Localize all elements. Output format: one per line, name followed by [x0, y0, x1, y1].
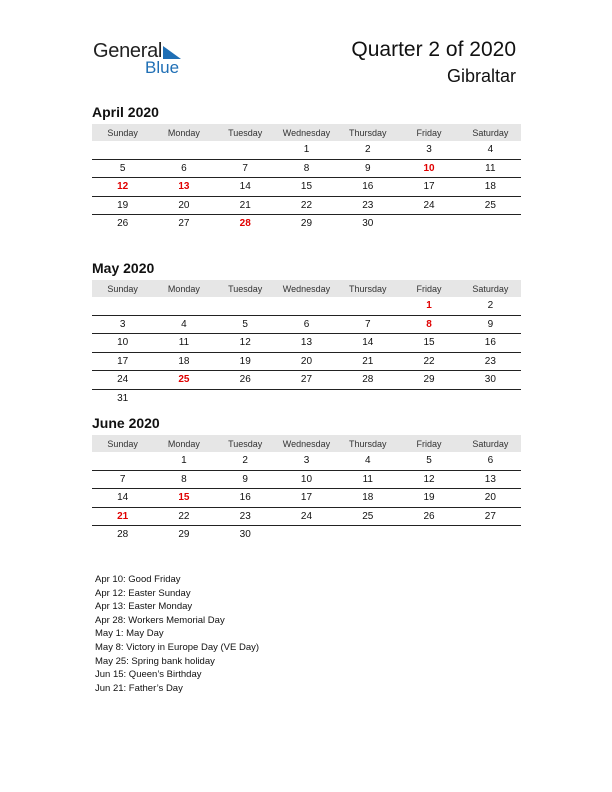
- holiday-list-item: Apr 13: Easter Monday: [95, 601, 193, 613]
- week-row: [92, 389, 521, 407]
- holiday-list-item: May 1: May Day: [95, 628, 164, 640]
- day-cell: [398, 526, 459, 544]
- day-cell: [337, 297, 398, 315]
- weekday-header: Tuesday: [215, 280, 276, 297]
- month-title: May 2020: [92, 260, 155, 276]
- day-cell: 10: [92, 334, 153, 353]
- weekday-header: Wednesday: [276, 435, 337, 452]
- day-cell: 13: [460, 470, 521, 489]
- day-cell: 20: [460, 489, 521, 508]
- week-row: [92, 196, 521, 215]
- weekday-header: Friday: [398, 435, 459, 452]
- day-cell: 12: [215, 334, 276, 353]
- day-cell: 5: [92, 159, 153, 178]
- month-calendar-may: [92, 258, 521, 407]
- day-cell: [276, 526, 337, 544]
- day-cell: 9: [215, 470, 276, 489]
- day-cell: 15: [276, 178, 337, 197]
- day-cell: 8: [276, 159, 337, 178]
- day-cell: 21: [92, 507, 153, 526]
- day-cell: 1: [276, 141, 337, 159]
- day-cell: [215, 141, 276, 159]
- week-row: [92, 215, 521, 233]
- day-cell: 22: [153, 507, 214, 526]
- day-cell: 7: [215, 159, 276, 178]
- day-cell: 15: [398, 334, 459, 353]
- day-cell: 31: [117, 392, 129, 404]
- week-row: [92, 371, 521, 390]
- day-cell: 27: [178, 218, 190, 230]
- weekday-header: Monday: [153, 124, 214, 141]
- day-cell: [153, 389, 214, 407]
- day-cell: 17: [276, 489, 337, 508]
- day-cell: [215, 389, 276, 407]
- week-row: [92, 470, 521, 489]
- day-cell: 16: [460, 334, 521, 353]
- month-title: April 2020: [92, 104, 159, 120]
- calendar-table: [92, 124, 521, 233]
- day-cell: 18: [337, 489, 398, 508]
- day-cell: 4: [153, 315, 214, 334]
- day-cell: 2: [337, 141, 398, 159]
- day-cell: 6: [276, 315, 337, 334]
- calendar-table: [92, 280, 521, 407]
- week-row: [92, 297, 521, 315]
- day-cell: 17: [92, 352, 153, 371]
- day-cell: [398, 215, 459, 233]
- weekday-header: Wednesday: [276, 124, 337, 141]
- day-cell: 11: [337, 470, 398, 489]
- day-cell: 30: [460, 371, 521, 390]
- day-cell: 18: [460, 178, 521, 197]
- month-title: June 2020: [92, 415, 160, 431]
- month-calendar-june: [92, 413, 521, 544]
- weekday-header-row: [92, 280, 521, 297]
- day-cell: 11: [153, 334, 214, 353]
- weekday-header: Saturday: [460, 280, 521, 297]
- day-cell: 19: [398, 489, 459, 508]
- holiday-list-item: Apr 28: Workers Memorial Day: [95, 614, 225, 626]
- day-cell: 3: [276, 452, 337, 470]
- day-cell: 8: [153, 470, 214, 489]
- day-cell: 16: [337, 178, 398, 197]
- weekday-header: Tuesday: [215, 124, 276, 141]
- day-cell: [337, 389, 398, 407]
- week-row: [92, 507, 521, 526]
- holiday-list-item: Jun 21: Father’s Day: [95, 682, 183, 694]
- day-cell: 2: [215, 452, 276, 470]
- day-cell: 28: [239, 218, 251, 230]
- day-cell: [276, 389, 337, 407]
- day-cell: 26: [117, 218, 129, 230]
- day-cell: 29: [178, 529, 190, 541]
- day-cell: 7: [92, 470, 153, 489]
- calendar-table: [92, 435, 521, 544]
- weekday-header: Sunday: [92, 124, 153, 141]
- day-cell: [398, 389, 459, 407]
- logo-text-blue: Blue: [145, 58, 180, 77]
- day-cell: 19: [92, 196, 153, 215]
- week-row: [92, 178, 521, 197]
- day-cell: 29: [300, 218, 313, 230]
- weekday-header: Saturday: [460, 124, 521, 141]
- day-cell: 18: [153, 352, 214, 371]
- week-row: [92, 334, 521, 353]
- day-cell: 23: [337, 196, 398, 215]
- day-cell: 30: [239, 529, 251, 541]
- weekday-header: Monday: [153, 280, 214, 297]
- day-cell: 22: [276, 196, 337, 215]
- day-cell: 1: [398, 297, 459, 315]
- day-cell: 2: [460, 297, 521, 315]
- day-cell: 12: [398, 470, 459, 489]
- day-cell: 13: [276, 334, 337, 353]
- weekday-header: Wednesday: [276, 280, 337, 297]
- holiday-list-item: Apr 12: Easter Sunday: [95, 587, 191, 599]
- page-title: Quarter 2 of 2020: [351, 38, 516, 61]
- day-cell: 20: [153, 196, 214, 215]
- week-row: [92, 141, 521, 159]
- weekday-header: Saturday: [460, 435, 521, 452]
- logo-text-general: General: [93, 40, 163, 62]
- day-cell: 15: [153, 489, 214, 508]
- day-cell: 25: [153, 371, 214, 390]
- day-cell: 22: [398, 352, 459, 371]
- day-cell: 28: [117, 529, 129, 541]
- day-cell: 17: [398, 178, 459, 197]
- weekday-header: Sunday: [92, 435, 153, 452]
- week-row: [92, 315, 521, 334]
- day-cell: 28: [337, 371, 398, 390]
- weekday-header: Friday: [398, 124, 459, 141]
- day-cell: 23: [460, 352, 521, 371]
- day-cell: [92, 452, 153, 470]
- day-cell: 20: [276, 352, 337, 371]
- weekday-header: Sunday: [92, 280, 153, 297]
- day-cell: 24: [92, 371, 153, 390]
- day-cell: 27: [276, 371, 337, 390]
- holiday-list: [95, 573, 259, 695]
- weekday-header-row: [92, 435, 521, 452]
- day-cell: 7: [337, 315, 398, 334]
- day-cell: 25: [337, 507, 398, 526]
- weekday-header-row: [92, 124, 521, 141]
- weekday-header: Thursday: [337, 124, 398, 141]
- week-row: [92, 452, 521, 470]
- holiday-list-item: Apr 10: Good Friday: [95, 574, 181, 585]
- day-cell: 24: [276, 507, 337, 526]
- week-row: [92, 489, 521, 508]
- day-cell: 6: [460, 452, 521, 470]
- day-cell: [153, 297, 214, 315]
- day-cell: 19: [215, 352, 276, 371]
- day-cell: 8: [398, 315, 459, 334]
- day-cell: 3: [398, 141, 459, 159]
- day-cell: [92, 141, 153, 159]
- weekday-header: Tuesday: [215, 435, 276, 452]
- weekday-header: Thursday: [337, 435, 398, 452]
- day-cell: [460, 389, 521, 407]
- day-cell: 11: [460, 159, 521, 178]
- logo: [93, 40, 193, 80]
- day-cell: 21: [337, 352, 398, 371]
- day-cell: 14: [337, 334, 398, 353]
- day-cell: [337, 526, 398, 544]
- weekday-header: Monday: [153, 435, 214, 452]
- holiday-list-item: May 25: Spring bank holiday: [95, 655, 215, 667]
- day-cell: [153, 141, 214, 159]
- day-cell: 1: [153, 452, 214, 470]
- day-cell: 6: [153, 159, 214, 178]
- day-cell: [460, 215, 521, 233]
- day-cell: 14: [215, 178, 276, 197]
- day-cell: 9: [460, 315, 521, 334]
- day-cell: 10: [398, 159, 459, 178]
- page-subtitle: Gibraltar: [446, 66, 516, 86]
- day-cell: 26: [215, 371, 276, 390]
- week-row: [92, 352, 521, 371]
- day-cell: 26: [398, 507, 459, 526]
- day-cell: 16: [215, 489, 276, 508]
- day-cell: 9: [337, 159, 398, 178]
- holiday-list-item: Jun 15: Queen’s Birthday: [95, 669, 202, 681]
- day-cell: 10: [276, 470, 337, 489]
- holiday-list-item: May 8: Victory in Europe Day (VE Day): [95, 641, 260, 653]
- week-row: [92, 159, 521, 178]
- day-cell: 5: [398, 452, 459, 470]
- day-cell: 12: [92, 178, 153, 197]
- day-cell: [92, 297, 153, 315]
- day-cell: 13: [153, 178, 214, 197]
- day-cell: 27: [460, 507, 521, 526]
- day-cell: 24: [398, 196, 459, 215]
- day-cell: 30: [362, 218, 374, 230]
- day-cell: 29: [398, 371, 459, 390]
- day-cell: [276, 297, 337, 315]
- week-row: [92, 526, 521, 544]
- month-calendar-april: [92, 102, 521, 233]
- day-cell: 4: [337, 452, 398, 470]
- weekday-header: Friday: [398, 280, 459, 297]
- day-cell: 21: [215, 196, 276, 215]
- weekday-header: Thursday: [337, 280, 398, 297]
- day-cell: 23: [215, 507, 276, 526]
- day-cell: 3: [92, 315, 153, 334]
- day-cell: [215, 297, 276, 315]
- day-cell: [460, 526, 521, 544]
- day-cell: 5: [215, 315, 276, 334]
- day-cell: 14: [92, 489, 153, 508]
- day-cell: 25: [460, 196, 521, 215]
- day-cell: 4: [460, 141, 521, 159]
